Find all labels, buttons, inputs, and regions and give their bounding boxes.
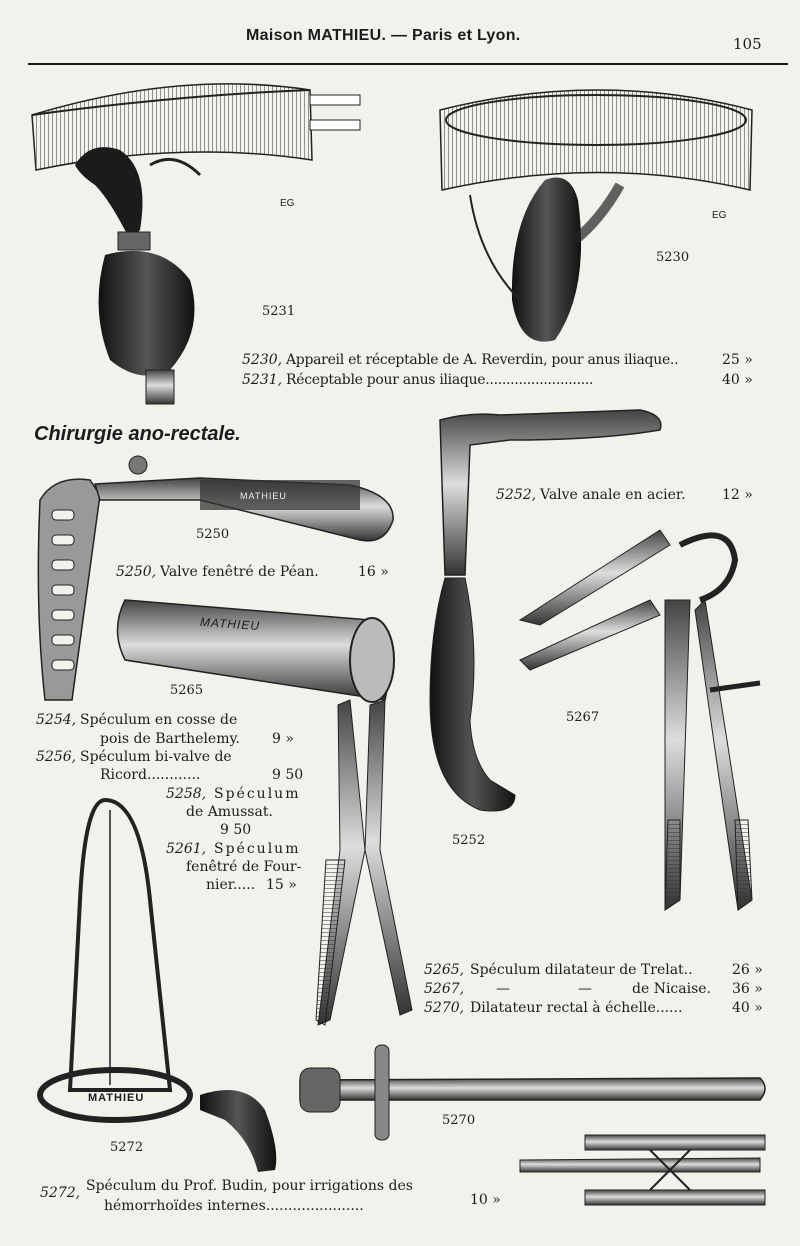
page-number: 105 <box>733 35 762 53</box>
figure-label-5231: 5231 <box>262 304 296 319</box>
entry-text-line1: Spéculum <box>214 841 301 857</box>
entry-number: 5272, <box>40 1185 81 1201</box>
figure-label-5250: 5250 <box>196 527 230 542</box>
section-title: Chirurgie ano-rectale. <box>34 423 241 445</box>
entry-number: 5230, <box>242 352 283 368</box>
ditto-dash-2: — <box>578 981 592 997</box>
entry-price: 10 » <box>470 1192 501 1208</box>
entry-number: 5270, <box>424 1000 465 1016</box>
entry-number: 5252, <box>496 487 537 503</box>
entry-number: 5256, <box>36 749 77 765</box>
entry-number: 5261, <box>166 841 207 857</box>
entry-text: Réceptable pour anus iliaque.......................... <box>286 372 594 388</box>
entry-text-line1: Spéculum en cosse de <box>80 712 238 728</box>
page-header-title: Maison MATHIEU. — Paris et Lyon. <box>246 27 521 44</box>
engraver-signature-1: EG <box>280 198 295 209</box>
entry-price: 40 » <box>722 372 753 388</box>
entry-number: 5250, <box>116 564 157 580</box>
entry-number: 5267, <box>424 981 465 997</box>
figure-label-5272: 5272 <box>110 1140 144 1155</box>
entry-text: Valve anale en acier. <box>540 487 686 503</box>
entry-text-line1: Spéculum bi-valve de <box>80 749 232 765</box>
figure-label-5267: 5267 <box>566 710 600 725</box>
entry-price: 36 » <box>732 981 763 997</box>
figure-5230-apparatus <box>440 90 752 342</box>
entry-price: 9 » <box>272 731 294 747</box>
entry-text: Valve fenêtré de Péan. <box>160 564 319 580</box>
entry-text-line2: pois de Barthelemy. <box>100 731 240 747</box>
entry-text-line1: Spéculum <box>214 786 301 802</box>
entry-price: 9 50 <box>272 767 304 783</box>
entry-text: Spéculum dilatateur de Trelat.. <box>470 962 693 978</box>
entry-number: 5265, <box>424 962 465 978</box>
figure-label-5230: 5230 <box>656 250 690 265</box>
entry-text: Dilatateur rectal à échelle...... <box>470 1000 683 1016</box>
entry-price: 26 » <box>732 962 763 978</box>
entry-text-line1: Spéculum du Prof. Budin, pour irrigations des <box>86 1178 413 1194</box>
engraving-mathieu-5250: MATHIEU <box>240 491 287 501</box>
entry-text: Appareil et réceptable de A. Reverdin, pour anus iliaque.. <box>286 352 679 368</box>
entry-text-line2: hémorrhoïdes internes...................... <box>104 1198 364 1214</box>
entry-text: de Nicaise. <box>632 981 712 997</box>
figure-label-5265: 5265 <box>170 683 204 698</box>
entry-text-line3: nier..... <box>206 877 256 893</box>
engraver-signature-2: EG <box>712 210 727 221</box>
entry-number: 5254, <box>36 712 77 728</box>
entry-price: 16 » <box>358 564 389 580</box>
figure-5267-nicaise-speculum <box>520 530 760 910</box>
entry-price: 15 » <box>266 877 297 893</box>
entry-text-line2: Ricord............ <box>100 767 201 783</box>
engraving-mathieu-5265: MATHIEU <box>199 614 261 634</box>
figure-label-5270: 5270 <box>442 1113 476 1128</box>
engraving-mathieu-5272: MATHIEU <box>88 1092 145 1104</box>
entry-price: 12 » <box>722 487 753 503</box>
entry-text-line2: de Amussat. <box>186 804 273 820</box>
entry-price: 9 50 <box>220 822 252 838</box>
figure-label-5252: 5252 <box>452 833 486 848</box>
ditto-dash-1: — <box>496 981 510 997</box>
entry-number: 5231, <box>242 372 283 388</box>
entry-text-line2: fenêtré de Four- <box>186 859 302 875</box>
entry-price: 25 » <box>722 352 753 368</box>
entry-price: 40 » <box>732 1000 763 1016</box>
entry-number: 5258, <box>166 786 207 802</box>
